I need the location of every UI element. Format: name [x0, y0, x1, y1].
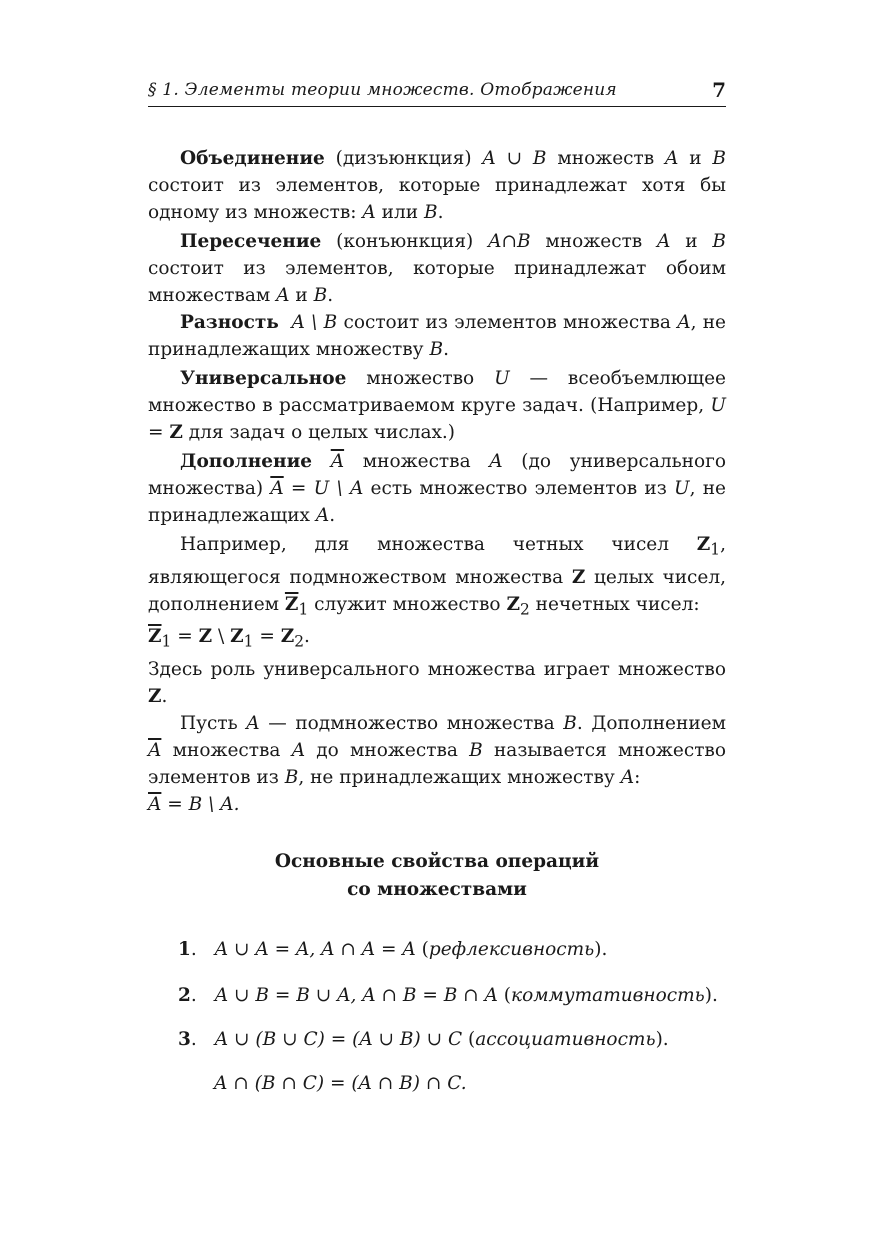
term-universal: Универсальное	[180, 368, 347, 389]
paragraph-universal: Универсальное множество U — всеобъемлющее множество в рассматриваемом круге задач. (Например, U = Z для задач о целых числах.)	[148, 368, 726, 443]
term-intersection: Пересечение	[180, 231, 322, 252]
running-header	[148, 78, 726, 107]
property-item: 3. A ∪ (B ∪ C) = (A ∪ B) ∪ C (ассоциативность).	[178, 1029, 669, 1050]
property-item: 2. A ∪ B = B ∪ A, A ∩ B = B ∩ A (коммутативность).	[178, 985, 718, 1006]
section-heading: Основные свойства операций со множествами	[274, 851, 600, 900]
paragraph-relative-complement: Пусть A — подмножество множества B. Дополнением $\overline{A}$ множества A до множества B называется множество элементов из B, не принадлежащих множеству A:	[148, 713, 726, 789]
term-complement: Дополнение	[180, 451, 313, 472]
paragraph-union: Объединение (дизъюнкция) A ∪ B множеств A и B состоит из элементов, которые принадлежат хотя бы одному из множеств: A или B.	[148, 148, 726, 223]
paragraph-intersection: Пересечение (конъюнкция) A∩B множеств A и B состоит из элементов, которые принадлежат обоим множествам A и B.	[148, 231, 726, 306]
property-item-continued: A ∩ (B ∩ C) = (A ∩ B) ∩ C.	[214, 1073, 467, 1094]
main-text	[148, 145, 726, 818]
display-equation-2: $\overline{A} = B$ \ A.	[148, 794, 240, 816]
paragraph-example: Например, для множества четных чисел $Z_1$, являющегося подмножеством множества Z целых чисел, дополнением $\overline{Z}_1$ служит множество $Z_2$ нечетных чисел:	[148, 534, 726, 619]
paragraph-universal-role: Здесь роль универсального множества играет множество Z.	[148, 659, 726, 708]
running-title: § 1. Элементы теории множеств. Отображения	[148, 80, 617, 100]
display-equation-1: $\overline{Z}_1 = Z$ \ $Z_1 = Z_2$.	[148, 626, 310, 652]
property-item: 1. A ∪ A = A, A ∩ A = A (рефлексивность).	[178, 939, 608, 960]
term-difference: Разность	[180, 312, 279, 333]
term-union: Объединение	[180, 148, 325, 169]
paragraph-difference: Разность A \ B состоит из элементов множества A, не принадлежащих множеству B.	[148, 312, 726, 360]
page-number: 7	[712, 78, 726, 102]
paragraph-complement: Дополнение $\overline{A}$ множества A (до универсального множества) $\overline{A} = U$ \ A есть множество элементов из U, не принадлежащих A.	[148, 451, 727, 526]
